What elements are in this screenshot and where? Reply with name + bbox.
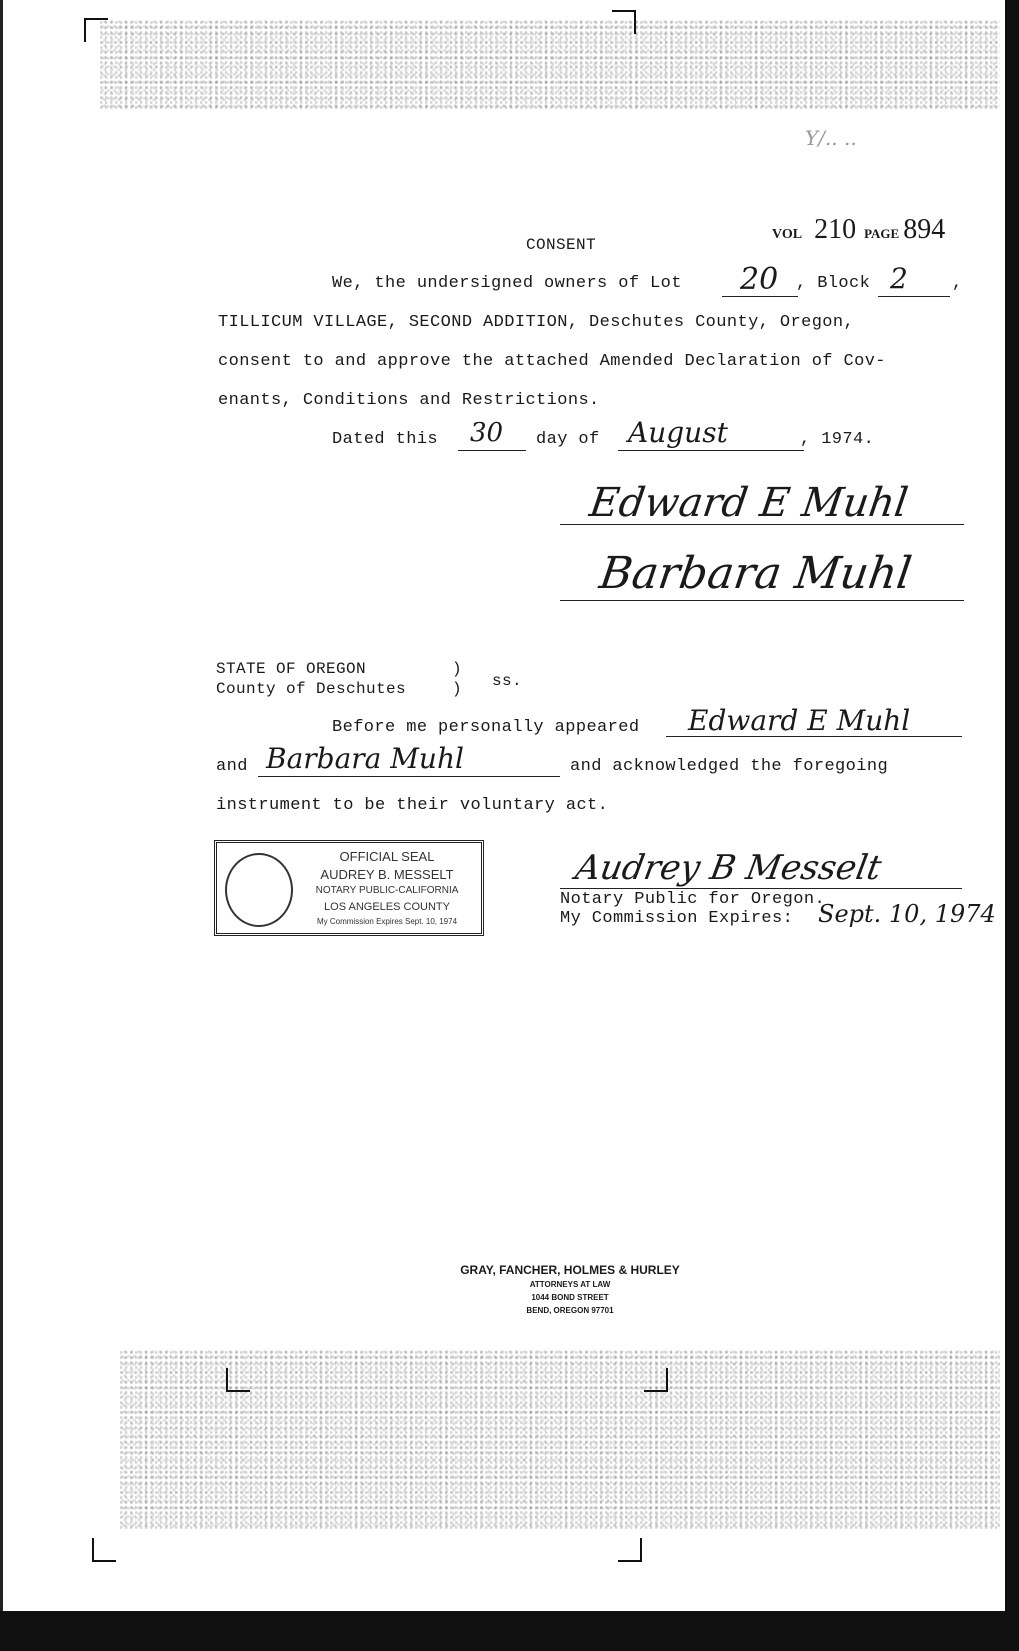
seal-line-2: AUDREY B. MESSELT	[320, 867, 454, 882]
commission-label: My Commission Expires:	[560, 909, 794, 928]
crop-mark-bottom-right	[618, 1538, 642, 1562]
consent-line-1: We, the undersigned owners of Lot	[332, 274, 682, 293]
line-1-comma: ,	[952, 274, 963, 293]
corner-annotation: Y/.. ..	[805, 126, 857, 150]
block-underline	[878, 296, 950, 297]
dated-day: 30	[470, 418, 504, 448]
owner-signature-1: Edward E Muhl	[586, 480, 911, 526]
instrument-text: instrument to be their voluntary act.	[216, 796, 609, 815]
owner-signature-2: Barbara Muhl	[596, 548, 915, 599]
crop-mark-top-right	[612, 10, 636, 34]
crop-mark-mid-left	[226, 1368, 250, 1392]
lot-underline	[722, 296, 798, 297]
dated-year: , 1974.	[800, 430, 875, 449]
scan-right-edge	[1005, 0, 1019, 1651]
dated-prefix: Dated this	[332, 430, 439, 449]
dated-day-underline	[458, 450, 526, 451]
venue-brace-top: )	[452, 660, 463, 678]
crop-mark-mid-right	[644, 1368, 668, 1392]
venue-county: County of Deschutes	[216, 680, 407, 698]
crop-mark-bottom-left	[92, 1538, 116, 1562]
seal-line-4: LOS ANGELES COUNTY	[324, 901, 450, 913]
venue-brace-bottom: )	[452, 680, 463, 698]
scan-noise-top	[100, 20, 1000, 110]
scan-left-edge	[0, 0, 3, 1651]
notary-title: Notary Public for Oregon.	[560, 890, 826, 909]
appeared-name-1: Edward E Muhl	[688, 704, 911, 737]
signature-line-1	[560, 524, 964, 525]
consent-line-2: TILLICUM VILLAGE, SECOND ADDITION, Deschutes County, Oregon,	[218, 313, 855, 332]
page-number: 894	[903, 214, 946, 245]
appeared-name-2: Barbara Muhl	[266, 742, 464, 775]
scan-noise-bottom	[120, 1350, 1000, 1530]
venue-ss: ss.	[492, 672, 523, 690]
appeared-prefix: Before me personally appeared	[332, 718, 640, 737]
seal-line-1: OFFICIAL SEAL	[339, 849, 435, 864]
seal-line-3: NOTARY PUBLIC-CALIFORNIA	[315, 885, 459, 896]
dated-mid: day of	[536, 430, 600, 449]
appeared-name-1-underline	[666, 736, 962, 737]
state-seal-icon	[225, 853, 293, 927]
signature-line-2	[560, 600, 964, 601]
law-firm-line-3: 1044 BOND STREET	[531, 1293, 609, 1302]
volume-page-stamp	[772, 214, 945, 246]
dated-month-underline	[618, 450, 804, 451]
dated-month: August	[628, 416, 728, 449]
scan-bottom-edge	[0, 1611, 1019, 1651]
appeared-name-2-underline	[258, 776, 560, 777]
notary-signature-line	[560, 888, 962, 889]
commission-date: Sept. 10, 1974	[818, 900, 996, 928]
page-label: PAGE	[864, 226, 900, 241]
document-title: CONSENT	[526, 236, 597, 254]
block-label: , Block	[796, 274, 871, 293]
law-firm-line-2: ATTORNEYS AT LAW	[529, 1280, 611, 1289]
crop-mark-top-left	[84, 18, 108, 42]
consent-line-3: consent to and approve the attached Amended Declaration of Cov-	[218, 352, 886, 371]
vol-number: 210	[814, 214, 857, 245]
notary-signature: Audrey B Messelt	[572, 848, 885, 888]
and-label: and	[216, 757, 248, 776]
seal-line-5: My Commission Expires Sept. 10, 1974	[316, 917, 458, 926]
law-firm-line-4: BEND, OREGON 97701	[526, 1306, 614, 1315]
consent-line-4: enants, Conditions and Restrictions.	[218, 391, 600, 410]
block-number: 2	[890, 262, 908, 295]
venue-state: STATE OF OREGON	[216, 660, 367, 678]
law-firm-name: GRAY, FANCHER, HOLMES & HURLEY	[460, 1263, 680, 1277]
notary-seal	[214, 840, 484, 936]
acknowledged-text: and acknowledged the foregoing	[570, 757, 889, 776]
vol-label: VOL	[772, 227, 803, 242]
lot-number: 20	[740, 262, 779, 297]
